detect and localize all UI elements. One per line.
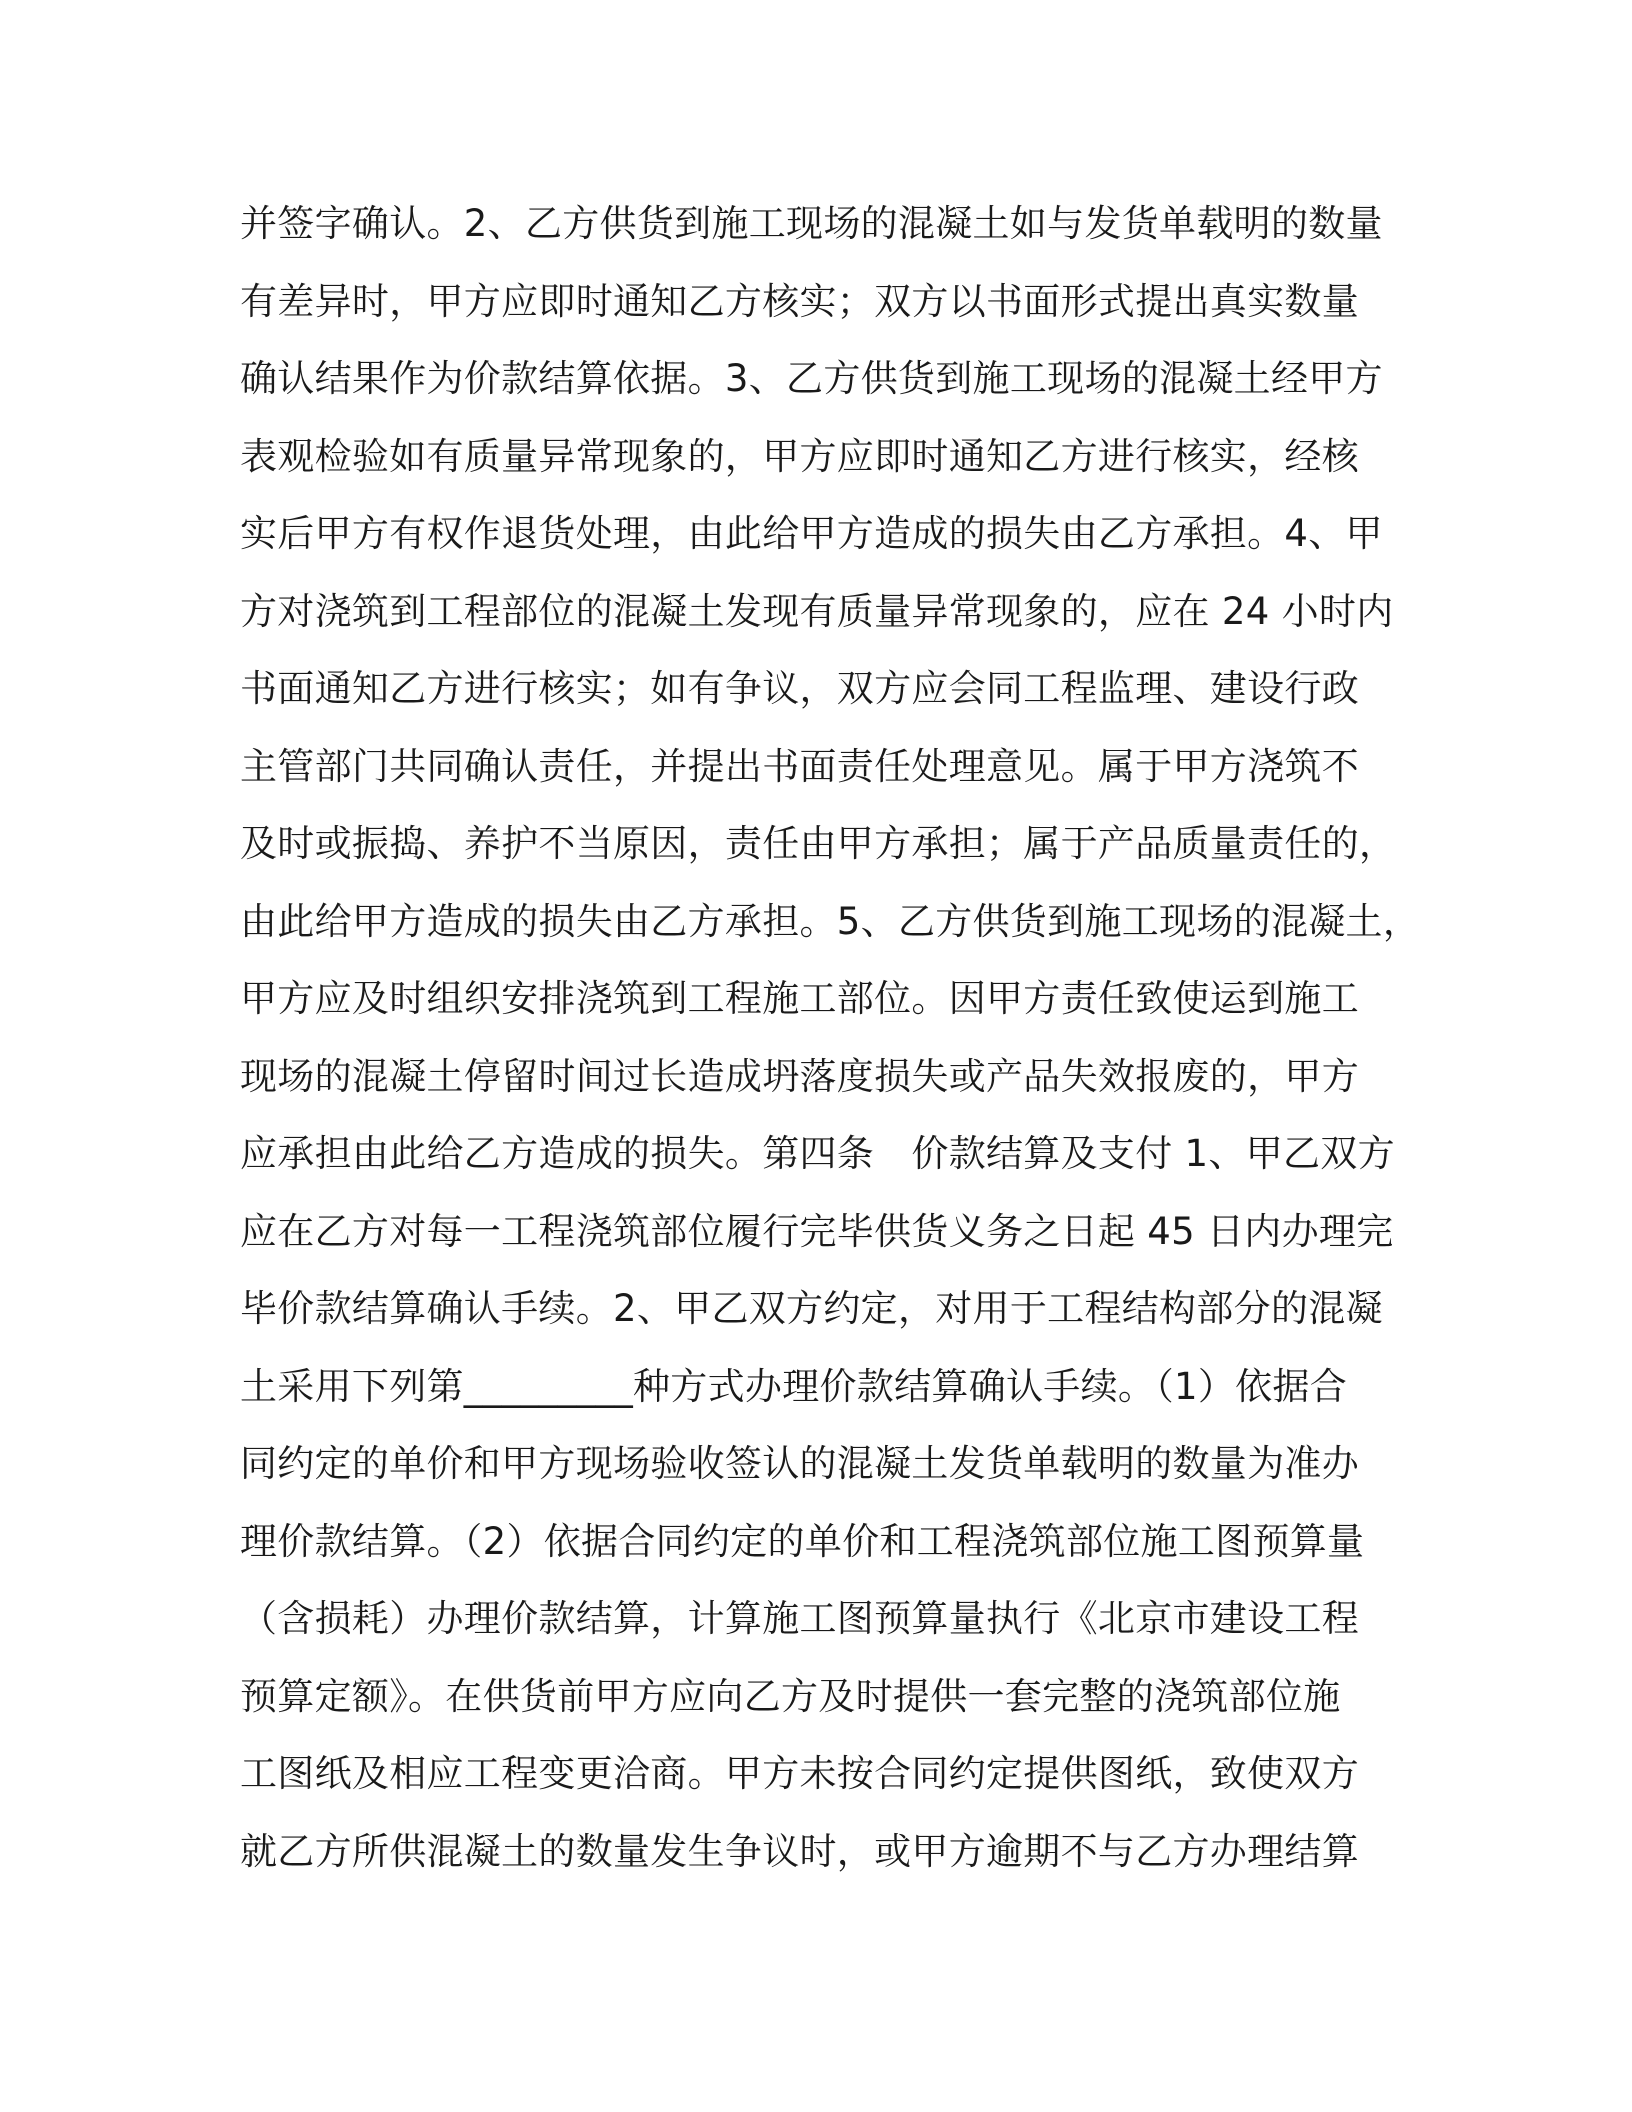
text-line: 确认结果作为价款结算依据。3、乙方供货到施工现场的混凝土经甲方 — [240, 357, 1383, 400]
contract-body-text — [240, 185, 1420, 1890]
text-line: 书面通知乙方进行核实；如有争议，双方应会同工程监理、建设行政 — [240, 667, 1359, 710]
text-line: 现场的混凝土停留时间过长造成坍落度损失或产品失效报废的，甲方 — [240, 1054, 1359, 1098]
text-line: 并签字确认。2、乙方供货到施工现场的混凝土如与发货单载明的数量 — [240, 202, 1383, 245]
text-line: 应承担由此给乙方造成的损失。第四条 价款结算及支付 1、甲乙双方 — [240, 1132, 1395, 1175]
text-line: 实后甲方有权作退货处理，由此给甲方造成的损失由乙方承担。4、甲 — [240, 512, 1383, 555]
text-line: 有差异时，甲方应即时通知乙方核实；双方以书面形式提出真实数量 — [240, 279, 1359, 323]
text-line: 工图纸及相应工程变更洽商。甲方未按合同约定提供图纸，致使双方 — [240, 1752, 1359, 1795]
text-line: 理价款结算。（2）依据合同约定的单价和工程浇筑部位施工图预算量 — [240, 1519, 1365, 1563]
text-line: 预算定额》。在供货前甲方应向乙方及时提供一套完整的浇筑部位施 — [240, 1674, 1341, 1718]
text-line: 由此给甲方造成的损失由乙方承担。5、乙方供货到施工现场的混凝土， — [240, 899, 1421, 943]
text-line: 就乙方所供混凝土的数量发生争议时，或甲方逾期不与乙方办理结算 — [240, 1829, 1359, 1873]
text-line: 毕价款结算确认手续。2、甲乙双方约定，对用于工程结构部分的混凝 — [240, 1287, 1383, 1330]
text-line: 表观检验如有质量异常现象的，甲方应即时通知乙方进行核实，经核 — [240, 434, 1359, 478]
text-line: 主管部门共同确认责任，并提出书面责任处理意见。属于甲方浇筑不 — [240, 744, 1359, 788]
text-line: 及时或振捣、养护不当原因，责任由甲方承担；属于产品质量责任的， — [240, 822, 1397, 865]
text-line: 应在乙方对每一工程浇筑部位履行完毕供货义务之日起 45 日内办理完 — [240, 1209, 1394, 1253]
text-line: 甲方应及时组织安排浇筑到工程施工部位。因甲方责任致使运到施工 — [240, 977, 1359, 1020]
text-line: 方对浇筑到工程部位的混凝土发现有质量异常现象的，应在 24 小时内 — [240, 589, 1394, 633]
text-line: 土采用下列第_________种方式办理价款结算确认手续。（1）依据合 — [240, 1364, 1348, 1408]
text-line: 同约定的单价和甲方现场验收签认的混凝土发货单载明的数量为准办 — [240, 1442, 1359, 1485]
text-line: （含损耗）办理价款结算，计算施工图预算量执行《北京市建设工程 — [240, 1597, 1359, 1640]
